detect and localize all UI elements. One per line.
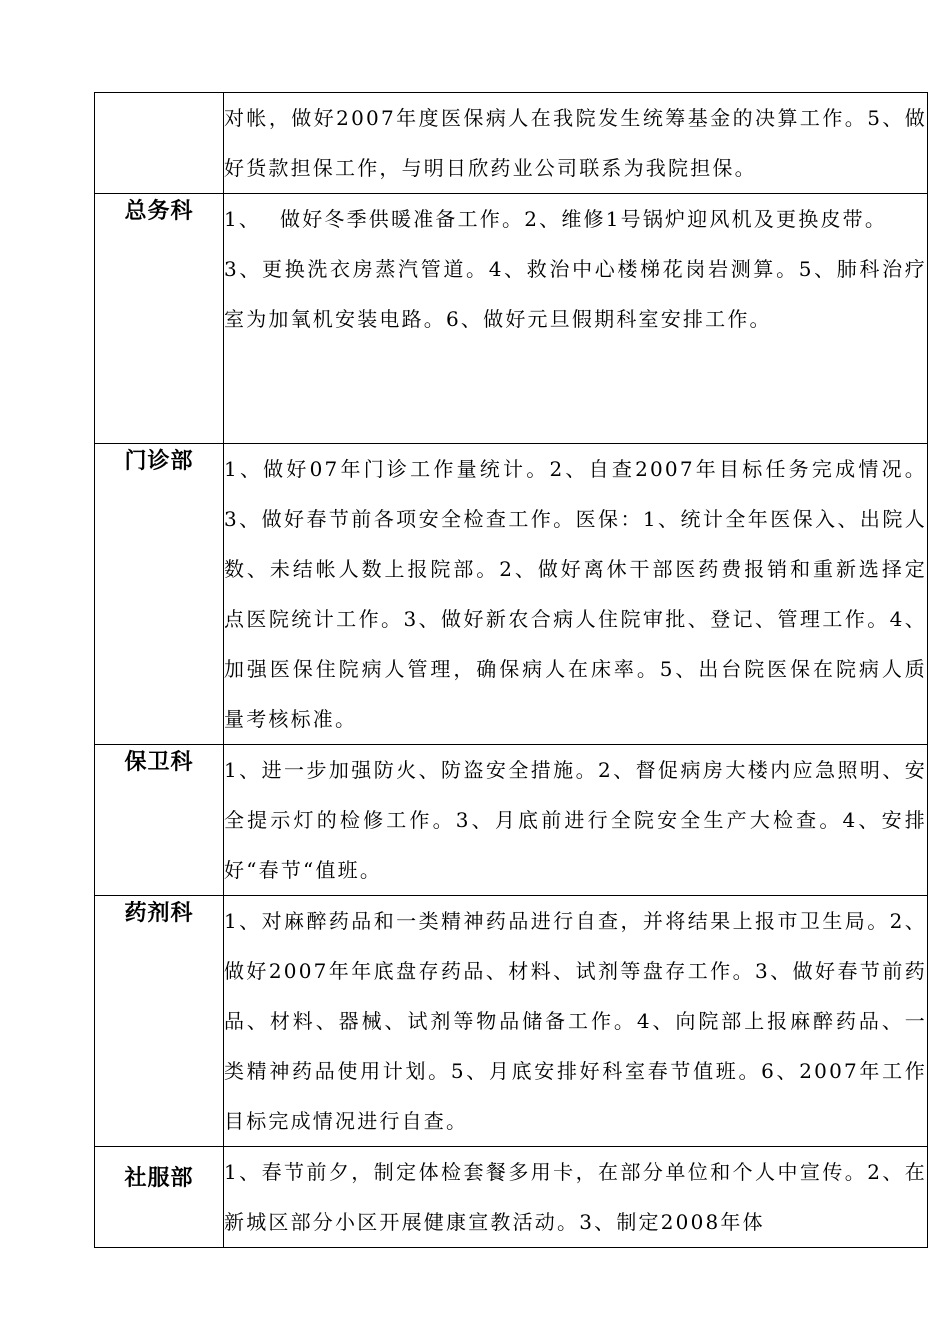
- content-cell: [224, 194, 928, 444]
- table-row: [95, 93, 928, 194]
- content-cell: [224, 93, 928, 194]
- plan-item: [224, 194, 927, 244]
- plan-text: 1、进一步加强防火、防盗安全措施。2、督促病房大楼内应急照明、安全提示灯的检修工作。3、月底前进行全院安全生产大检查。4、安排好“春节“值班。: [224, 758, 927, 882]
- plan-text: 1、做好07年门诊工作量统计。2、自查2007年目标任务完成情况。3、做好春节前各项安全检查工作。医保：1、统计全年医保入、出院人数、未结帐人数上报院部。2、做好离休干部医药费报销和重新选择定点医院统计工作。3、做好新农合病人住院审批、登记、管理工作。4、加强医保住院病人管理，确保病人在床率。5、出台院医保在院病人质量考核标准。: [224, 457, 927, 731]
- content-cell: [224, 745, 928, 896]
- dept-cell: [95, 93, 224, 194]
- item-text: 做好冬季供暖准备工作。2、维修1号锅炉迎风机及更换皮带。: [280, 207, 888, 231]
- table-row: [95, 896, 928, 1147]
- plan-text: 对帐，做好2007年度医保病人在我院发生统筹基金的决算工作。5、做好货款担保工作，与明日欣药业公司联系为我院担保。: [224, 106, 927, 180]
- table-row: [95, 194, 928, 444]
- item-number: 1、: [224, 207, 262, 231]
- plan-text: 3、更换洗衣房蒸汽管道。4、救治中心楼梯花岗岩测算。5、肺科治疗室为加氧机安装电路。6、做好元旦假期科室安排工作。: [224, 257, 927, 331]
- plan-text: 1、对麻醉药品和一类精神药品进行自查，并将结果上报市卫生局。2、做好2007年年底盘存药品、材料、试剂等盘存工作。3、做好春节前药品、材料、器械、试剂等物品储备工作。4、向院部上报麻醉药品、一类精神药品使用计划。5、月底安排好科室春节值班。6、2007年工作目标完成情况进行自查。: [224, 909, 927, 1133]
- dept-cell: 门诊部: [95, 444, 224, 745]
- dept-cell: 总务科: [95, 194, 224, 444]
- table-row: [95, 745, 928, 896]
- content-cell: [224, 896, 928, 1147]
- dept-cell: 社服部: [95, 1147, 224, 1248]
- dept-cell: 药剂科: [95, 896, 224, 1147]
- content-cell: [224, 1147, 928, 1248]
- table-row: [95, 444, 928, 745]
- dept-cell: 保卫科: [95, 745, 224, 896]
- table-row: [95, 1147, 928, 1248]
- content-cell: [224, 444, 928, 745]
- work-plan-table: [94, 92, 928, 1248]
- plan-text: 1、春节前夕，制定体检套餐多用卡，在部分单位和个人中宣传。2、在新城区部分小区开展健康宣教活动。3、制定2008年体: [224, 1160, 927, 1234]
